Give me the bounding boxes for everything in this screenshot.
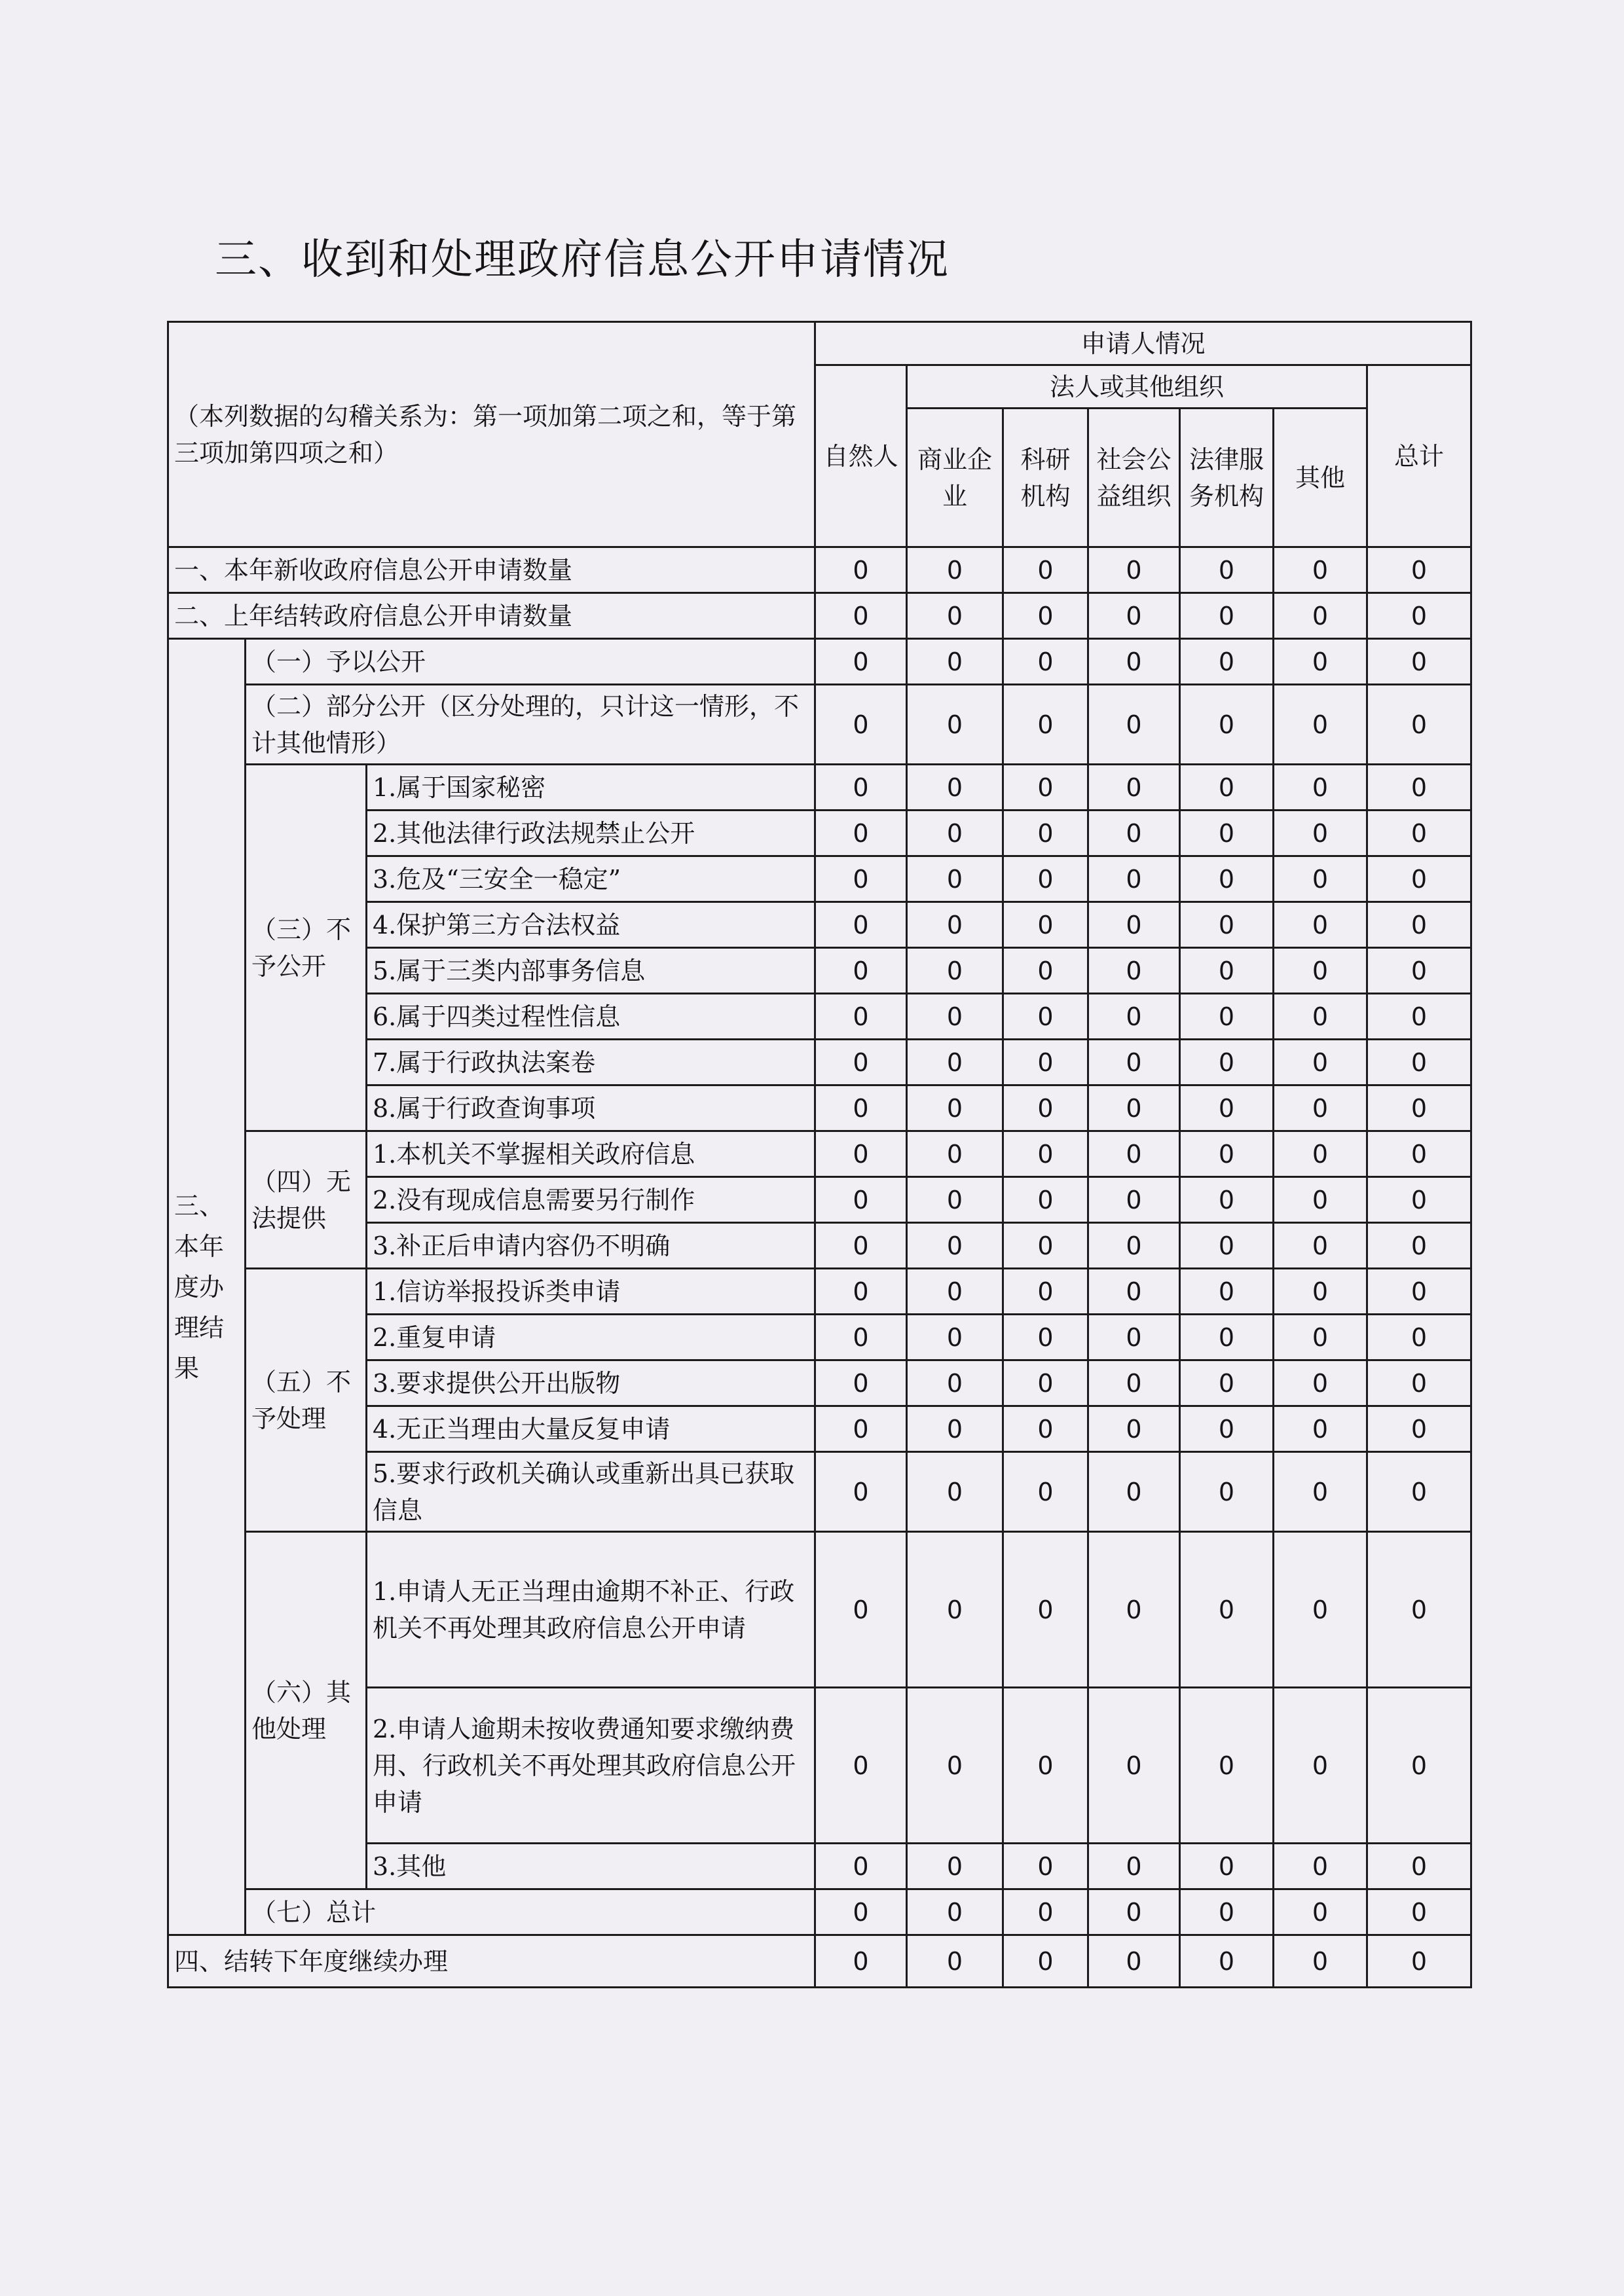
- value-cell: 0: [1180, 593, 1274, 639]
- value-cell: 0: [907, 547, 1003, 593]
- value-cell: 0: [815, 856, 907, 902]
- legal-entity-group-header: 法人或其他组织: [907, 365, 1367, 409]
- value-cell: 0: [1274, 1889, 1367, 1935]
- value-cell: 0: [1274, 1532, 1367, 1688]
- value-cell: 0: [815, 685, 907, 765]
- value-cell: 0: [1274, 1315, 1367, 1360]
- row-label: 2.重复申请: [367, 1315, 815, 1360]
- value-cell: 0: [1088, 1406, 1180, 1452]
- value-cell: 0: [1088, 1532, 1180, 1688]
- value-cell: 0: [907, 994, 1003, 1040]
- table-row: [168, 1935, 1471, 1988]
- value-cell: 0: [1003, 948, 1088, 994]
- value-cell: 0: [1003, 547, 1088, 593]
- row-label: 3.补正后申请内容仍不明确: [367, 1223, 815, 1269]
- value-cell: 0: [815, 1269, 907, 1315]
- value-cell: 0: [815, 1131, 907, 1177]
- value-cell: 0: [907, 1223, 1003, 1269]
- value-cell: 0: [907, 902, 1003, 948]
- value-cell: 0: [1274, 1935, 1367, 1988]
- value-cell: 0: [1367, 685, 1471, 765]
- row-label: 1.信访举报投诉类申请: [367, 1269, 815, 1315]
- value-cell: 0: [907, 1131, 1003, 1177]
- value-cell: 0: [1367, 765, 1471, 811]
- value-cell: 0: [1180, 1360, 1274, 1406]
- value-cell: 0: [1367, 1177, 1471, 1223]
- value-cell: 0: [815, 994, 907, 1040]
- value-cell: 0: [1367, 1406, 1471, 1452]
- row-label: 2.申请人逾期未按收费通知要求缴纳费用、行政机关不再处理其政府信息公开申请: [367, 1688, 815, 1844]
- value-cell: 0: [815, 1688, 907, 1844]
- value-cell: 0: [907, 593, 1003, 639]
- value-cell: 0: [1367, 1844, 1471, 1889]
- value-cell: 0: [1088, 1223, 1180, 1269]
- value-cell: 0: [1367, 948, 1471, 994]
- value-cell: 0: [815, 1406, 907, 1452]
- value-cell: 0: [1003, 902, 1088, 948]
- value-cell: 0: [1088, 902, 1180, 948]
- total-header: 总计: [1367, 365, 1471, 547]
- value-cell: 0: [1180, 902, 1274, 948]
- row-label: 1.申请人无正当理由逾期不补正、行政机关不再处理其政府信息公开申请: [367, 1532, 815, 1688]
- value-cell: 0: [1274, 1360, 1367, 1406]
- value-cell: 0: [907, 1935, 1003, 1988]
- value-cell: 0: [1180, 685, 1274, 765]
- value-cell: 0: [815, 1040, 907, 1085]
- table-note: （本列数据的勾稽关系为：第一项加第二项之和，等于第三项加第四项之和）: [168, 322, 815, 547]
- no-process-group-label: （五）不予处理: [246, 1269, 367, 1532]
- value-cell: 0: [1088, 1315, 1180, 1360]
- value-cell: 0: [907, 856, 1003, 902]
- value-cell: 0: [1367, 1360, 1471, 1406]
- value-cell: 0: [815, 1935, 907, 1988]
- value-cell: 0: [1180, 1085, 1274, 1131]
- row-label: 3.要求提供公开出版物: [367, 1360, 815, 1406]
- row-label: 一、本年新收政府信息公开申请数量: [168, 547, 815, 593]
- table-row: [168, 1532, 1471, 1688]
- value-cell: 0: [1367, 994, 1471, 1040]
- value-cell: 0: [1003, 1889, 1088, 1935]
- value-cell: 0: [907, 1889, 1003, 1935]
- value-cell: 0: [1180, 1040, 1274, 1085]
- value-cell: 0: [815, 1177, 907, 1223]
- value-cell: 0: [1367, 811, 1471, 856]
- value-cell: 0: [907, 1406, 1003, 1452]
- value-cell: 0: [1088, 948, 1180, 994]
- value-cell: 0: [1274, 1269, 1367, 1315]
- value-cell: 0: [1088, 685, 1180, 765]
- row-label: 1.属于国家秘密: [367, 765, 815, 811]
- value-cell: 0: [1367, 1315, 1471, 1360]
- value-cell: 0: [1180, 639, 1274, 685]
- value-cell: 0: [1180, 1688, 1274, 1844]
- row-label: 6.属于四类过程性信息: [367, 994, 815, 1040]
- value-cell: 0: [1274, 1085, 1367, 1131]
- value-cell: 0: [1180, 1532, 1274, 1688]
- value-cell: 0: [1088, 547, 1180, 593]
- value-cell: 0: [1367, 639, 1471, 685]
- table-row: [168, 547, 1471, 593]
- value-cell: 0: [1274, 547, 1367, 593]
- row-label: 二、上年结转政府信息公开申请数量: [168, 593, 815, 639]
- value-cell: 0: [1088, 1085, 1180, 1131]
- value-cell: 0: [1003, 765, 1088, 811]
- table-row: [168, 1269, 1471, 1315]
- row-label: 7.属于行政执法案卷: [367, 1040, 815, 1085]
- value-cell: 0: [815, 948, 907, 994]
- value-cell: 0: [1003, 1177, 1088, 1223]
- value-cell: 0: [1003, 1040, 1088, 1085]
- value-cell: 0: [1274, 1177, 1367, 1223]
- value-cell: 0: [1274, 765, 1367, 811]
- value-cell: 0: [1274, 948, 1367, 994]
- value-cell: 0: [1003, 1085, 1088, 1131]
- value-cell: 0: [1180, 765, 1274, 811]
- value-cell: 0: [815, 1360, 907, 1406]
- value-cell: 0: [815, 902, 907, 948]
- table-row: [168, 639, 1471, 685]
- value-cell: 0: [1274, 1688, 1367, 1844]
- value-cell: 0: [1003, 811, 1088, 856]
- value-cell: 0: [1003, 1844, 1088, 1889]
- value-cell: 0: [1367, 856, 1471, 902]
- value-cell: 0: [1274, 639, 1367, 685]
- value-cell: 0: [1180, 1223, 1274, 1269]
- business-header: 商业企业: [907, 409, 1003, 547]
- value-cell: 0: [1274, 1223, 1367, 1269]
- row-label: 2.其他法律行政法规禁止公开: [367, 811, 815, 856]
- value-cell: 0: [1088, 1889, 1180, 1935]
- value-cell: 0: [815, 639, 907, 685]
- value-cell: 0: [1367, 1935, 1471, 1988]
- value-cell: 0: [1180, 1889, 1274, 1935]
- value-cell: 0: [1367, 1131, 1471, 1177]
- value-cell: 0: [1180, 547, 1274, 593]
- row-label: 2.没有现成信息需要另行制作: [367, 1177, 815, 1223]
- value-cell: 0: [1367, 1269, 1471, 1315]
- value-cell: 0: [1088, 639, 1180, 685]
- value-cell: 0: [815, 1844, 907, 1889]
- value-cell: 0: [1180, 1315, 1274, 1360]
- value-cell: 0: [1367, 1889, 1471, 1935]
- value-cell: 0: [1274, 685, 1367, 765]
- value-cell: 0: [1367, 1085, 1471, 1131]
- value-cell: 0: [1274, 1406, 1367, 1452]
- row-label: （一）予以公开: [246, 639, 815, 685]
- value-cell: 0: [907, 1040, 1003, 1085]
- value-cell: 0: [1003, 1406, 1088, 1452]
- value-cell: 0: [1274, 1040, 1367, 1085]
- value-cell: 0: [907, 639, 1003, 685]
- row-label: 5.要求行政机关确认或重新出具已获取信息: [367, 1452, 815, 1532]
- value-cell: 0: [1367, 1688, 1471, 1844]
- value-cell: 0: [1367, 1452, 1471, 1532]
- table-row: [168, 1131, 1471, 1177]
- value-cell: 0: [1003, 994, 1088, 1040]
- value-cell: 0: [1088, 1040, 1180, 1085]
- not-open-group-label: （三）不予公开: [246, 765, 367, 1131]
- value-cell: 0: [907, 811, 1003, 856]
- value-cell: 0: [1274, 994, 1367, 1040]
- value-cell: 0: [1274, 1452, 1367, 1532]
- value-cell: 0: [907, 765, 1003, 811]
- row-label: 4.保护第三方合法权益: [367, 902, 815, 948]
- table-row: [168, 1889, 1471, 1935]
- value-cell: 0: [907, 1532, 1003, 1688]
- value-cell: 0: [815, 1315, 907, 1360]
- value-cell: 0: [1003, 1532, 1088, 1688]
- value-cell: 0: [1003, 685, 1088, 765]
- value-cell: 0: [907, 1085, 1003, 1131]
- value-cell: 0: [1088, 1269, 1180, 1315]
- value-cell: 0: [1088, 811, 1180, 856]
- value-cell: 0: [1367, 547, 1471, 593]
- row-label: 1.本机关不掌握相关政府信息: [367, 1131, 815, 1177]
- value-cell: 0: [1180, 1131, 1274, 1177]
- value-cell: 0: [1003, 1131, 1088, 1177]
- value-cell: 0: [815, 1452, 907, 1532]
- value-cell: 0: [907, 1315, 1003, 1360]
- value-cell: 0: [1180, 1844, 1274, 1889]
- social-org-header: 社会公益组织: [1088, 409, 1180, 547]
- value-cell: 0: [1180, 856, 1274, 902]
- value-cell: 0: [815, 811, 907, 856]
- value-cell: 0: [907, 1844, 1003, 1889]
- row-label: 3.危及“三安全一稳定”: [367, 856, 815, 902]
- value-cell: 0: [1274, 1131, 1367, 1177]
- value-cell: 0: [815, 1085, 907, 1131]
- value-cell: 0: [1088, 1844, 1180, 1889]
- value-cell: 0: [1180, 1269, 1274, 1315]
- other-header: 其他: [1274, 409, 1367, 547]
- value-cell: 0: [815, 1532, 907, 1688]
- applicant-header: 申请人情况: [815, 322, 1471, 365]
- value-cell: 0: [815, 547, 907, 593]
- value-cell: 0: [1180, 811, 1274, 856]
- info-disclosure-table: [167, 321, 1472, 1988]
- value-cell: 0: [1088, 1452, 1180, 1532]
- value-cell: 0: [1088, 765, 1180, 811]
- value-cell: 0: [1003, 1223, 1088, 1269]
- value-cell: 0: [1003, 1452, 1088, 1532]
- value-cell: 0: [907, 1360, 1003, 1406]
- section3-label: 三、本年度办理结果: [168, 639, 246, 1935]
- value-cell: 0: [1088, 593, 1180, 639]
- value-cell: 0: [1088, 1177, 1180, 1223]
- row-label: 四、结转下年度继续办理: [168, 1935, 815, 1988]
- value-cell: 0: [1088, 1360, 1180, 1406]
- value-cell: 0: [1003, 593, 1088, 639]
- value-cell: 0: [815, 1223, 907, 1269]
- value-cell: 0: [1088, 1131, 1180, 1177]
- table-row: [168, 685, 1471, 765]
- value-cell: 0: [1367, 902, 1471, 948]
- value-cell: 0: [1003, 1269, 1088, 1315]
- value-cell: 0: [907, 1269, 1003, 1315]
- value-cell: 0: [1180, 1406, 1274, 1452]
- value-cell: 0: [1180, 1452, 1274, 1532]
- value-cell: 0: [1367, 593, 1471, 639]
- natural-person-header: 自然人: [815, 365, 907, 547]
- value-cell: 0: [1367, 1223, 1471, 1269]
- value-cell: 0: [1180, 1177, 1274, 1223]
- value-cell: 0: [1274, 856, 1367, 902]
- value-cell: 0: [907, 1688, 1003, 1844]
- row-label: 3.其他: [367, 1844, 815, 1889]
- value-cell: 0: [1088, 1935, 1180, 1988]
- legal-service-header: 法律服务机构: [1180, 409, 1274, 547]
- table-row: [168, 593, 1471, 639]
- value-cell: 0: [1003, 856, 1088, 902]
- value-cell: 0: [1088, 1688, 1180, 1844]
- row-label: 4.无正当理由大量反复申请: [367, 1406, 815, 1452]
- value-cell: 0: [1274, 902, 1367, 948]
- value-cell: 0: [1367, 1040, 1471, 1085]
- table-row: [168, 765, 1471, 811]
- value-cell: 0: [1367, 1532, 1471, 1688]
- row-label: （二）部分公开（区分处理的，只计这一情形，不计其他情形）: [246, 685, 815, 765]
- row-label: 5.属于三类内部事务信息: [367, 948, 815, 994]
- value-cell: 0: [1003, 1688, 1088, 1844]
- value-cell: 0: [907, 1177, 1003, 1223]
- value-cell: 0: [1180, 1935, 1274, 1988]
- value-cell: 0: [1003, 1935, 1088, 1988]
- page-title: 三、收到和处理政府信息公开申请情况: [215, 236, 950, 284]
- value-cell: 0: [1003, 1360, 1088, 1406]
- row-label: 8.属于行政查询事项: [367, 1085, 815, 1131]
- value-cell: 0: [1088, 856, 1180, 902]
- other-process-group-label: （六）其他处理: [246, 1532, 367, 1889]
- value-cell: 0: [1274, 1844, 1367, 1889]
- research-header: 科研机构: [1003, 409, 1088, 547]
- value-cell: 0: [815, 593, 907, 639]
- value-cell: 0: [907, 1452, 1003, 1532]
- value-cell: 0: [907, 685, 1003, 765]
- value-cell: 0: [1274, 593, 1367, 639]
- value-cell: 0: [815, 765, 907, 811]
- value-cell: 0: [1003, 639, 1088, 685]
- value-cell: 0: [1180, 994, 1274, 1040]
- unable-group-label: （四）无法提供: [246, 1131, 367, 1269]
- value-cell: 0: [815, 1889, 907, 1935]
- value-cell: 0: [1003, 1315, 1088, 1360]
- row-label: （七）总计: [246, 1889, 815, 1935]
- value-cell: 0: [1088, 994, 1180, 1040]
- value-cell: 0: [1274, 811, 1367, 856]
- value-cell: 0: [1180, 948, 1274, 994]
- value-cell: 0: [907, 948, 1003, 994]
